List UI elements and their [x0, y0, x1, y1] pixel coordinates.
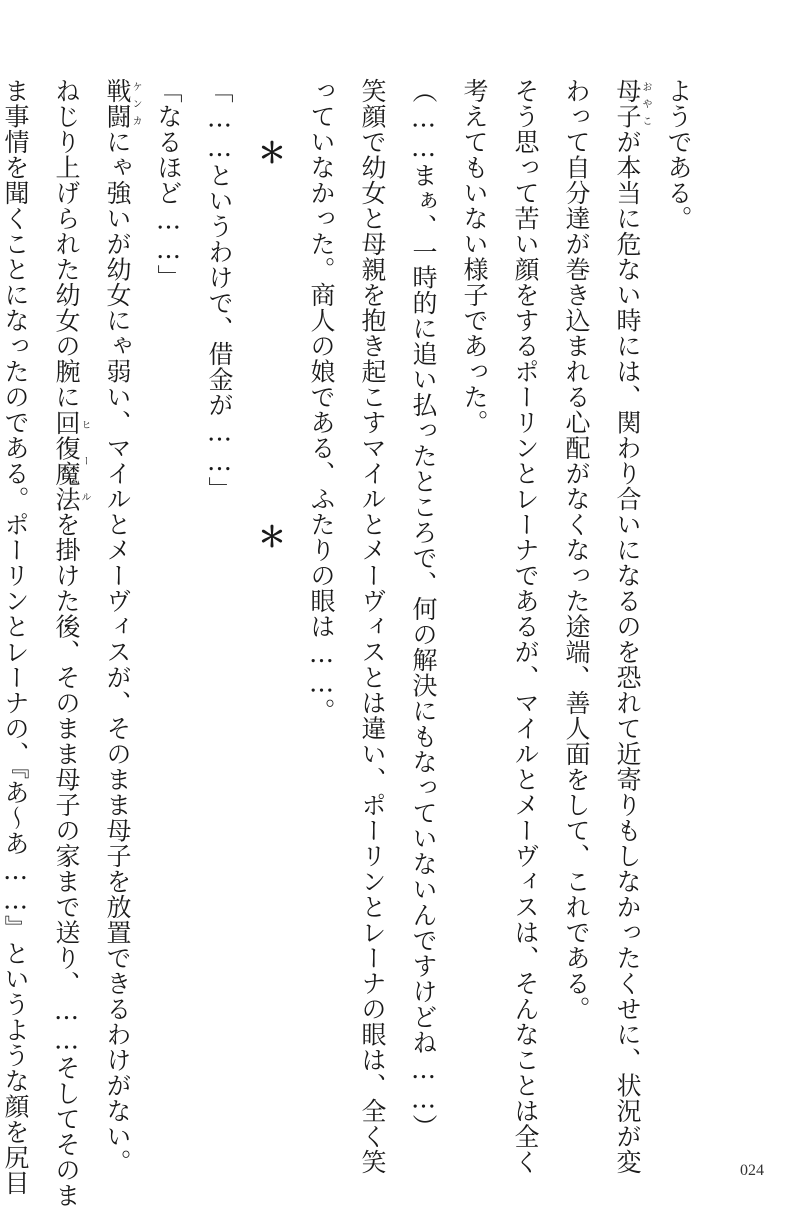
section-divider: ＊ ＊	[254, 138, 287, 650]
text-line: 笑顔で幼女と母親を抱き起こすマイルとメーヴィスとは違い、ポーリンとレーナの眼は、全く笑	[358, 78, 387, 1175]
text-line: っていなかった。商人の娘である、ふたりの眼は……。	[307, 78, 336, 724]
page-number: 024	[740, 1162, 764, 1179]
text-line: ねじり上げられた幼女の腕に回復魔法ヒールを掛けた後、そのまま母子の家まで送り、……そしてそのま	[52, 78, 90, 1208]
text-line: 母子おやこが本当に危ない時には、関わり合いになるのを恐れて近寄りもしなかったくせに、状況が変	[613, 78, 651, 1175]
text-line: ようである。	[664, 78, 693, 231]
vertical-text-body	[1, 78, 704, 1208]
text-line: わって自分達が巻き込まれる心配がなくなった途端、善人面をして、これである。	[562, 78, 591, 1022]
text-line: そう思って苦い顔をするポーリンとレーナであるが、マイルとメーヴィスは、そんなことは全く	[511, 78, 540, 1175]
text-line: 戦闘ケンカにゃ強いが幼女にゃ弱い、マイルとメーヴィスが、そのまま母子を放置できるわけがない。	[103, 78, 141, 1175]
text-line: 「……というわけで、借金が……」	[205, 78, 234, 502]
text-line: ま事情を聞くことになったのである。ポーリンとレーナの、『あ～あ……』というような顔を尻目	[1, 78, 30, 1196]
furigana: 戦闘ケンカ	[103, 78, 141, 129]
furigana: 回復魔法ヒール	[52, 409, 90, 512]
text-line: 「なるほど……」	[154, 78, 183, 290]
text-line: 考えてもいない様子であった。	[460, 78, 489, 435]
furigana: 母子おやこ	[613, 78, 651, 129]
text-line: （……まぁ、一時的に追い払ったところで、何の解決にもなっていないんですけどね……）	[409, 78, 438, 1140]
